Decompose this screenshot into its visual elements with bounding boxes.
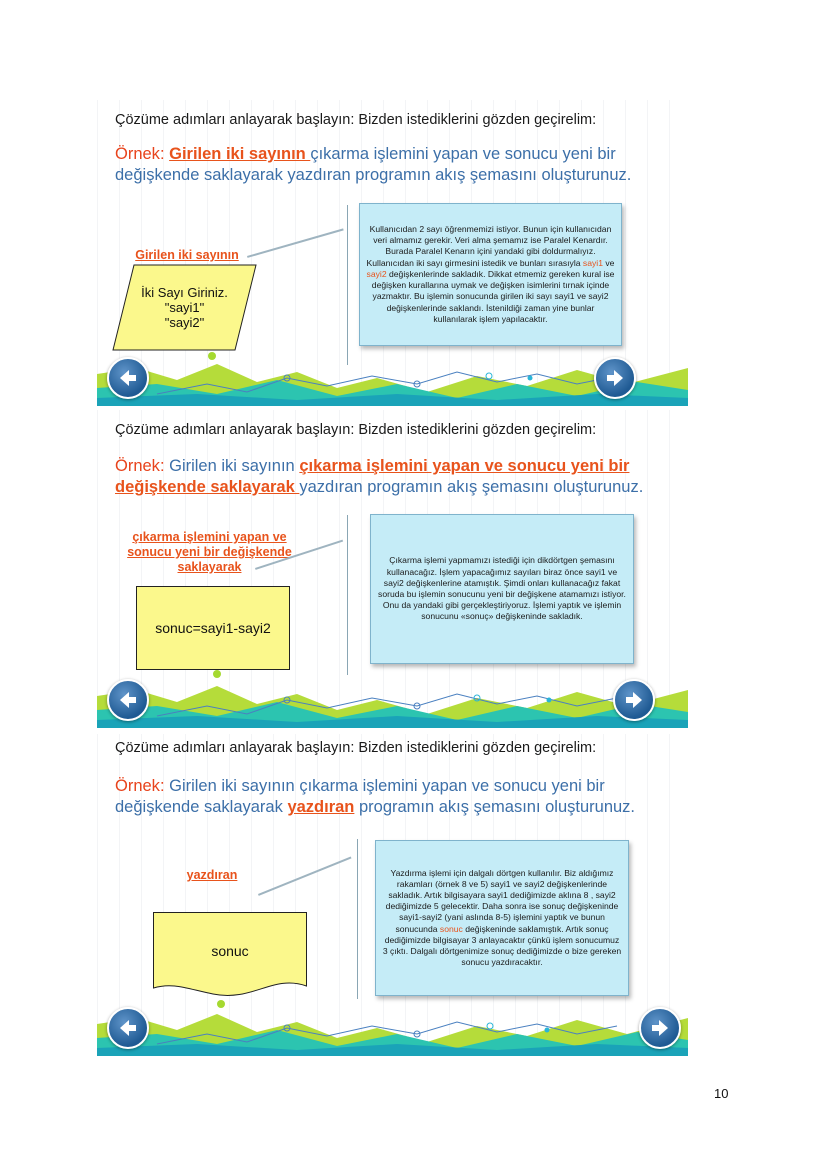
slide-1 <box>97 100 688 406</box>
slide-heading: Çözüme adımları anlayarak başlayın: Bizden istediklerini gözden geçirelim: <box>115 740 597 756</box>
parallelogram-shape: İki Sayı Giriniz. "sayi1" "sayi2" <box>112 264 257 351</box>
footer-banner <box>97 676 688 728</box>
right-arrow-icon <box>649 1017 671 1039</box>
left-arrow-icon <box>117 689 139 711</box>
page-number: 10 <box>714 1086 729 1101</box>
slide-2 <box>97 410 688 728</box>
pointer-line <box>247 228 344 257</box>
divider-line <box>347 515 348 675</box>
highlight-phrase: Girilen iki sayının <box>169 145 311 163</box>
slide-heading: Çözüme adımları anlayarak başlayın: Bizden istediklerini gözden geçirelim: <box>115 112 597 128</box>
left-arrow-icon <box>117 1017 139 1039</box>
info-box: Çıkarma işlemi yapmamızı istediği için dikdörtgen şemasını kullanacağız. İşlem yapacağımız sayıları biraz önce sayi1 ve sayi2 değişkenlerine atamıştık. Şimdi onları kullanacağız fakat soruda bu işlemin sonucunu yeni bir değişkene atamamızı istiyor. Onu da yandaki gibi gerçekleştiriyoruz. İşlemi yaptık ve işlemin sonucunu «sonuç» değişkeninde sakladık. <box>370 514 634 664</box>
callout-label: Girilen iki sayının <box>135 248 239 262</box>
slide-3 <box>97 734 688 1056</box>
prev-slide-button[interactable] <box>107 1007 149 1049</box>
slide-heading: Çözüme adımları anlayarak başlayın: Bizden istediklerini gözden geçirelim: <box>115 422 597 438</box>
right-arrow-icon <box>623 689 645 711</box>
highlight-phrase: yazdıran <box>287 798 355 816</box>
info-box: Kullanıcıdan 2 sayı öğrenmemizi istiyor. Bunun için kullanıcıdan veri almamız gerekir. Veri alma şemamız ise Paralel Kenardır. Burada Paralel Kenarın içini yandaki gibi doldurmalıyız. Kullanıcıdan iki sayı girmesini istedik ve bunları sırasıyla sayi1 ve sayi2 değişkenlerinde sakladık. Dikkat etmemiz gereken kural ise değişken kurallarına uymak ve değişken isimlerini tırnak içinde yazmaktır. Bu işlemin sonucunda girilen iki sayı sayi1 ve sayi2 değişkenlerinde saklandı. İstenildiği zaman yine bunlar kullanılarak işlem yapılacaktır. <box>359 203 622 346</box>
rectangle-shape: sonuc=sayi1-sayi2 <box>136 586 290 670</box>
right-arrow-icon <box>604 367 626 389</box>
example-label: Örnek <box>115 777 160 795</box>
divider-line <box>357 839 358 999</box>
info-box: Yazdırma işlemi için dalgalı dörtgen kullanılır. Biz aldığımız rakamları (örnek 8 ve 5) sayi1 ve sayi2 değişkenlerinde sakladık. Artık bilgisayara sayi1 dediğimizde aklına 8 , sayi2 dediğimizde 5 gelecektir. Daha sonra ise sonuç değişkeninde sayi1-sayi2 (yani aslında 8-5) işlemini yaptık ve bunun sonucunda sonuc değişkeninde saklamıştık. Artık sonuç dediğimizde bilgisayar 3 anlayacaktır çünkü işlem sonucumuz 3 çıktı. Dalgalı dörtgenimize sonuç dediğimizde o bize gereken sonucu yazdıracaktır. <box>375 840 629 996</box>
example-sentence: Örnek: Girilen iki sayının çıkarma işlemini yapan ve sonucu yeni bir değişkende saklayarak yazdıran programın akış şemasını oluşturunuz. <box>115 457 644 496</box>
callout-label: yazdıran <box>186 868 238 882</box>
example-sentence: Örnek: Girilen iki sayının çıkarma işlemini yapan ve sonucu yeni bir değişkende saklayarak yazdıran programın akış şemasını oluşturunuz. <box>115 777 636 816</box>
pointer-line <box>258 857 351 896</box>
next-slide-button[interactable] <box>613 679 655 721</box>
highlight-phrase: çıkarma işlemini yapan ve sonucu yeni bir değişkende saklayarak <box>115 457 630 496</box>
prev-slide-button[interactable] <box>107 357 149 399</box>
example-label: Örnek <box>115 457 160 475</box>
prev-slide-button[interactable] <box>107 679 149 721</box>
divider-line <box>347 205 348 365</box>
next-slide-button[interactable] <box>594 357 636 399</box>
next-slide-button[interactable] <box>639 1007 681 1049</box>
callout-label: çıkarma işlemini yapan ve sonucu yeni bir değişkende saklayarak <box>127 530 292 574</box>
left-arrow-icon <box>117 367 139 389</box>
footer-banner <box>97 1004 688 1056</box>
document-shape: sonuc <box>153 912 307 1000</box>
example-label: Örnek <box>115 145 160 163</box>
example-sentence: Örnek: Girilen iki sayının çıkarma işlemini yapan ve sonucu yeni bir değişkende saklayarak yazdıran programın akış şemasını oluşturunuz. <box>115 145 632 184</box>
